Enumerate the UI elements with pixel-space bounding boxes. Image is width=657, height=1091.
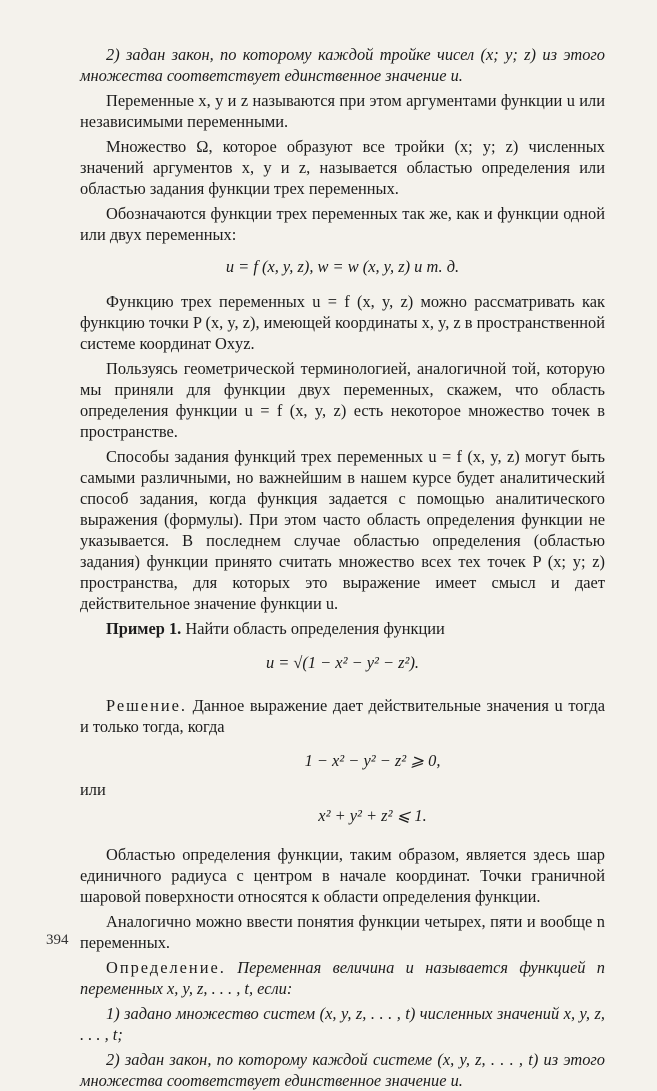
paragraph-methods-of-definition: Способы задания функций трех переменных u = f (x, y, z) могут быть самыми различными, но важнейшим в нашем курсе будет аналитический способ задания, когда функция задается с помощью аналитического выражения (формулы). При этом часто область определения функции не указывается. В последнем случае областью определения (областью задания) функции принято считать множество всех тех точек P (x; y; z) пространства, для которых это выражение имеет смысл и дает действительное значение функции u. (80, 447, 605, 613)
example-heading (80, 618, 605, 639)
formula-inequality-2: x² + y² + z² ⩽ 1. (318, 806, 427, 825)
paragraph-domain-definition: Множество Ω, которое образуют все тройки (x; y; z) численных значений аргументов x, y и z, называется областью определения или областью задания функции трех переменных. (80, 137, 605, 198)
example-label: Пример 1. (106, 619, 182, 638)
paragraph-arguments: Переменные x, y и z называются при этом аргументами функции u или независимыми переменными. (80, 91, 605, 131)
example-text: Найти область определения функции (185, 619, 445, 638)
paragraph-unit-ball: Областью определения функции, таким образом, является здесь шар единичного радиуса с центром в начале координат. Точки граничной шаровой поверхности относятся к области определения функции. (80, 845, 605, 906)
page-body (80, 44, 605, 1091)
definition-item-1: 1) задано множество систем (x, y, z, . . . , t) численных значений x, y, z, . . . , t; (80, 1004, 605, 1044)
word-or: или (80, 780, 106, 799)
paragraph-law-triple: 2) задан закон, по которому каждой тройке чисел (x; y; z) из этого множества соответствует единственное значение u. (80, 45, 605, 85)
solution-label: Решение. (106, 696, 187, 715)
paragraph-n-variables: Аналогично можно ввести понятия функции четырех, пяти и вообще n переменных. (80, 912, 605, 952)
paragraph-point-function: Функцию трех переменных u = f (x, y, z) можно рассматривать как функцию точки P (x, y, z), имеющей координаты x, y, z в пространственной системе координат Oxyz. (80, 292, 605, 353)
paragraph-geometric-terminology: Пользуясь геометрической терминологией, аналогичной той, которую мы приняли для функции двух переменных, скажем, что область определения функции u = f (x, y, z) есть некоторое множество точек в пространстве. (80, 359, 605, 441)
paragraph-notation: Обозначаются функции трех переменных так же, как и функции одной или двух переменных: (80, 204, 605, 244)
solution-paragraph (80, 695, 605, 737)
definition-paragraph (80, 957, 605, 999)
formula-function-notation: u = f (x, y, z), w = w (x, y, z) и т. д. (225, 257, 460, 276)
definition-text: Переменная величина u называется функцией n переменных x, y, z, . . . , t, если: (80, 958, 605, 998)
solution-text: Данное выражение дает действительные значения u тогда и только тогда, когда (80, 696, 605, 736)
page-number: 394 (46, 932, 69, 948)
definition-item-2: 2) задан закон, по которому каждой системе (x, y, z, . . . , t) из этого множества соответствует единственное значение u. (80, 1050, 605, 1090)
formula-sqrt: u = √(1 − x² − y² − z²). (265, 653, 420, 672)
definition-label: Определение. (106, 958, 226, 977)
formula-inequality-1: 1 − x² − y² − z² ⩾ 0, (304, 751, 441, 770)
